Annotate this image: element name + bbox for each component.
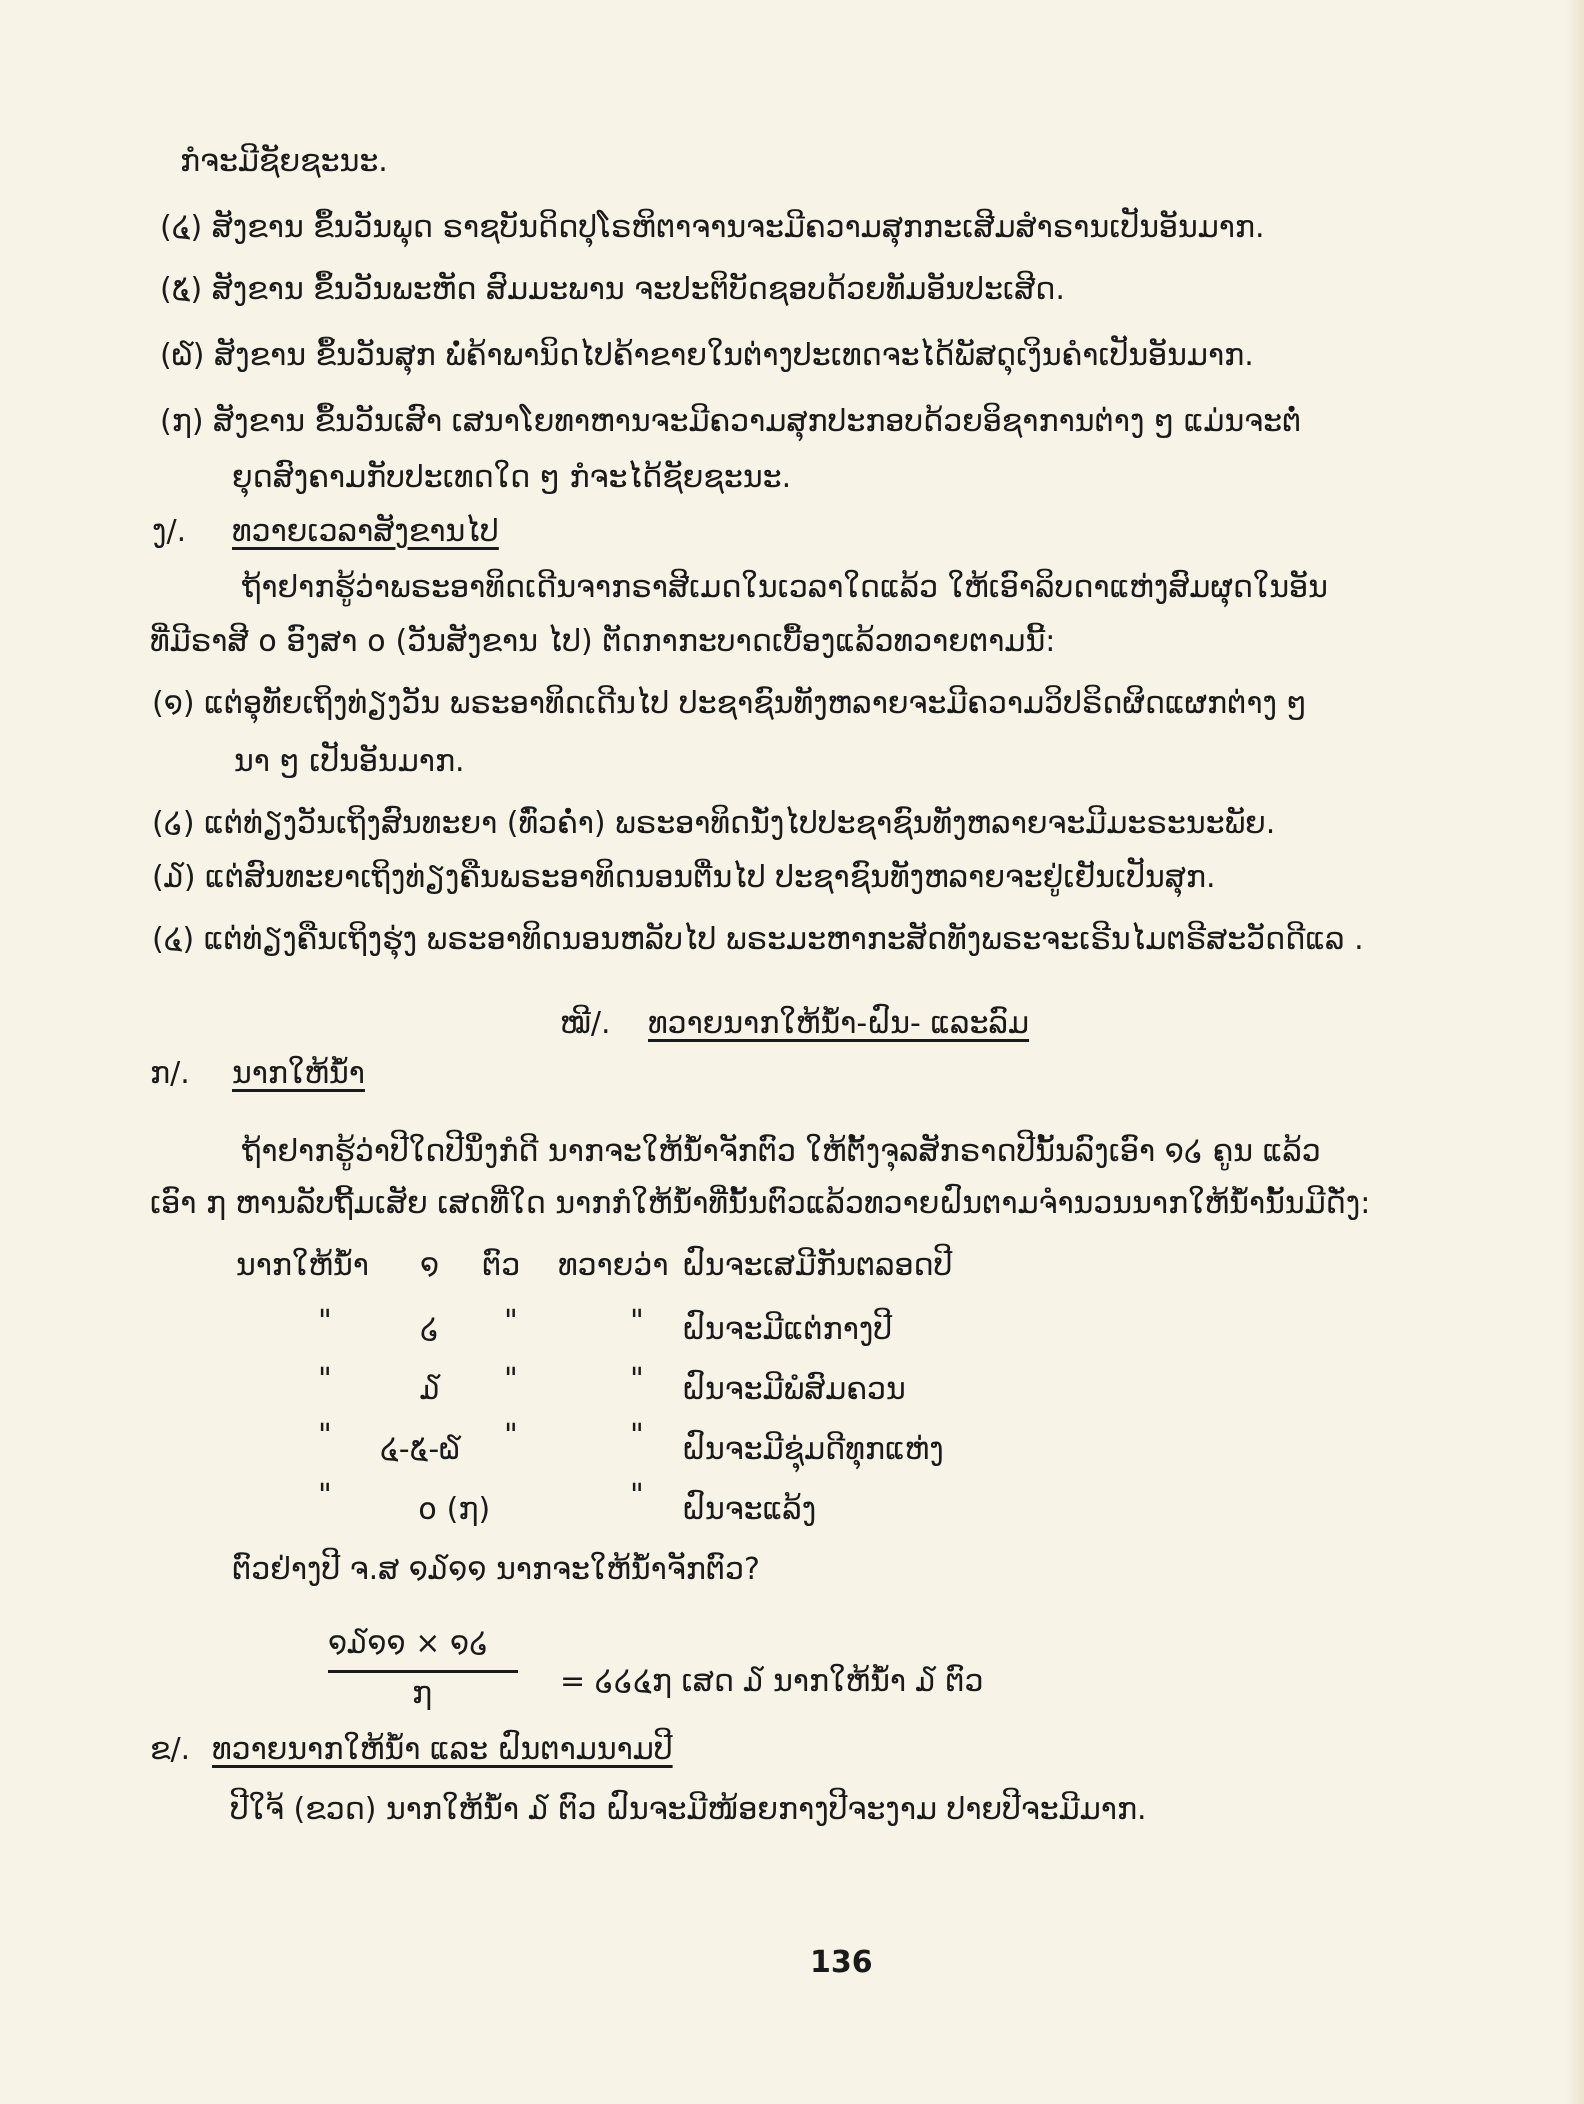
fraction-bar	[328, 1670, 518, 1673]
fraction-denominator: ໗	[412, 1676, 433, 1711]
fraction	[328, 1626, 528, 1720]
paragraph-line: ທີ່ມີຣາສີ ໐ ອົງສາ ໐ (ວັນສັງຂານ ໄປ) ຕັດກາກະບາດເບື້ອງແລ້ວທວາຍຕາມນີ້:	[150, 624, 1056, 659]
list-item: (໔) ແຕ່ທ່ຽງຄືນເຖິງຮຸ່ງ ພຣະອາທິດນອນຫລັບໄປ ພຣະມະຫາກະສັດທັງພຣະຈະເຣີນໄມຕຣີສະວັດດີແລ .	[152, 922, 1364, 957]
page-edge	[1566, 0, 1584, 2104]
list-item: (໔) ສັງຂານ ຂຶ້ນວັນພຸດ ຣາຊບັນດິດປຸໂຣຫິຕາຈານຈະມີຄວາມສຸກກະເສີມສຳຣານເປັນອັນມາກ.	[160, 210, 1265, 245]
section-heading: ທວາຍນາກໃຫ້ນ້ຳ-ຝົນ- ແລະລົມ	[648, 1006, 1030, 1041]
subsection-heading: ນາກໃຫ້ນ້ຳ	[232, 1056, 365, 1091]
text-line: ກໍຈະມີຊັຍຊະນະ.	[180, 144, 388, 179]
table-cell: ຝົນຈະແລ້ງ	[682, 1492, 817, 1527]
example-question: ຕົວຢ່າງປີ ຈ.ສ ໑໓໑໑ ນາກຈະໃຫ້ນ້ຳຈັກຕົວ?	[232, 1552, 760, 1587]
table-cell: "	[318, 1304, 332, 1339]
table-cell: "	[630, 1304, 644, 1339]
text-line: ນາ ໆ ເປັນອັນມາກ.	[234, 744, 465, 779]
table-cell: ໒	[420, 1312, 440, 1347]
table-cell: "	[318, 1478, 332, 1513]
list-item: (໖) ສັງຂານ ຂຶ້ນວັນສຸກ ພໍ່ຄ້າພານິດໄປຄ້າຂາຍໃນຕ່າງປະເທດຈະໄດ້ພັສດຸເງິນຄຳເປັນອັນມາກ.	[160, 338, 1254, 373]
table-cell: ທວາຍວ່າ	[558, 1248, 669, 1283]
list-item: (໗) ສັງຂານ ຂຶ້ນວັນເສົາ ເສນາໂຍທາຫານຈະມີຄວາມສຸກປະກອບດ້ວຍອິຊາການຕ່າງ ໆ ແມ່ນຈະຕໍ່	[160, 404, 1302, 439]
table-cell: ຝົນຈະເສມີກັນຕລອດປີ	[682, 1248, 953, 1283]
paragraph-line: ຖ້າຢາກຮູ້ວ່າປີໃດປີນຶ່ງກໍດີ ນາກຈະໃຫ້ນ້ຳຈັກຕົວ ໃຫ້ຕັ້ງຈຸລສັກຣາດປີນັ້ນລົງເອົາ ໑໒ ຄູນ ແລ້ວ	[242, 1134, 1321, 1169]
subsection-number: ກ/.	[150, 1056, 190, 1091]
table-cell: "	[504, 1362, 518, 1397]
table-cell: ຝົນຈະມີພໍສົມຄວນ	[682, 1372, 906, 1407]
section-number: ງ/.	[152, 514, 187, 549]
paragraph-line: ປີໃຈ້ (ຂວດ) ນາກໃຫ້ນ້ຳ ໓ ຕົວ ຝົນຈະມີໜ້ອຍກາງປີຈະງາມ ປາຍປີຈະມີມາກ.	[230, 1792, 1147, 1827]
fraction-numerator: ໑໓໑໑ × ໑໒	[328, 1626, 489, 1661]
table-cell: "	[630, 1362, 644, 1397]
list-item: (໕) ສັງຂານ ຂຶ້ນວັນພະຫັດ ສົມມະພານ ຈະປະຕິບັດຊອບດ້ວຍທັມອັນປະເສີດ.	[160, 272, 1065, 307]
table-cell: "	[504, 1418, 518, 1453]
section-number: ໝີ/.	[560, 1006, 611, 1041]
table-cell: ໓	[420, 1372, 441, 1407]
table-cell: "	[630, 1478, 644, 1513]
table-cell: ນາກໃຫ້ນ້ຳ	[236, 1248, 369, 1283]
table-cell: ໑	[420, 1248, 440, 1283]
table-cell: "	[504, 1304, 518, 1339]
table-cell: "	[630, 1418, 644, 1453]
list-item: (໒) ແຕ່ທ່ຽງວັນເຖິງສົນທະຍາ (ທົ່ວຄ່ຳ) ພຣະອາທິດນັ່ງໄປປະຊາຊົນທັງຫລາຍຈະມີມະຣະນະພັຍ.	[152, 806, 1276, 841]
page-number: 136	[810, 1945, 873, 1980]
paragraph-line: ຖ້າຢາກຮູ້ວ່າພຣະອາທິດເດີນຈາກຣາສີເມດໃນເວລາໃດແລ້ວ ໃຫ້ເອົາລິບດາແຫ່ງສົມຜຸດໃນອັນ	[242, 570, 1328, 605]
table-cell: "	[318, 1418, 332, 1453]
section-heading: ທວາຍນາກໃຫ້ນ້ຳ ແລະ ຝົນຕາມນາມປີ	[212, 1732, 673, 1767]
list-item: (໓) ແຕ່ສົນທະຍາເຖິງທ່ຽງຄືນພຣະອາທິດນອນຕື່ນໄປ ປະຊາຊົນທັງຫລາຍຈະຢູ່ເຢັນເປັນສຸກ.	[152, 860, 1216, 895]
table-cell: ຝົນຈະມີແຕ່ກາງປີ	[682, 1312, 893, 1347]
table-cell: ຝົນຈະມີຊຸ່ມດີທຸກແຫ່ງ	[682, 1432, 944, 1467]
section-heading: ທວາຍເວລາສັງຂານໄປ	[232, 514, 499, 549]
text-line: ຍຸດສົງຄາມກັບປະເທດໃດ ໆ ກໍຈະໄດ້ຊັຍຊະນະ.	[232, 460, 792, 495]
list-item: (໑) ແຕ່ອຸທັຍເຖິງທ່ຽງວັນ ພຣະອາທິດເດີນໄປ ປະຊາຊົນທັງຫລາຍຈະມີຄວາມວິປຣິດຜິດແຜກຕ່າງ ໆ	[152, 686, 1307, 721]
table-cell: "	[318, 1362, 332, 1397]
table-cell: ໔-໕-໖	[380, 1432, 461, 1467]
paragraph-line: ເອົາ ໗ ຫານລັບຖີ້ມເສັຍ ເສດທີ່ໃດ ນາກກໍໃຫ້ນ້ຳທີ່ນັ້ນຕົວແລ້ວທວາຍຝົນຕາມຈຳນວນນາກໃຫ້ນ້ຳນັ້ນມີດັ່ງ:	[150, 1186, 1371, 1221]
table-cell: ຕົວ	[482, 1248, 521, 1283]
section-number: ຂ/.	[150, 1732, 191, 1767]
table-cell: ໐ (໗)	[418, 1492, 491, 1527]
formula-result: = ໒໒໔໗ ເສດ ໓ ນາກໃຫ້ນ້ຳ ໓ ຕົວ	[560, 1664, 984, 1699]
